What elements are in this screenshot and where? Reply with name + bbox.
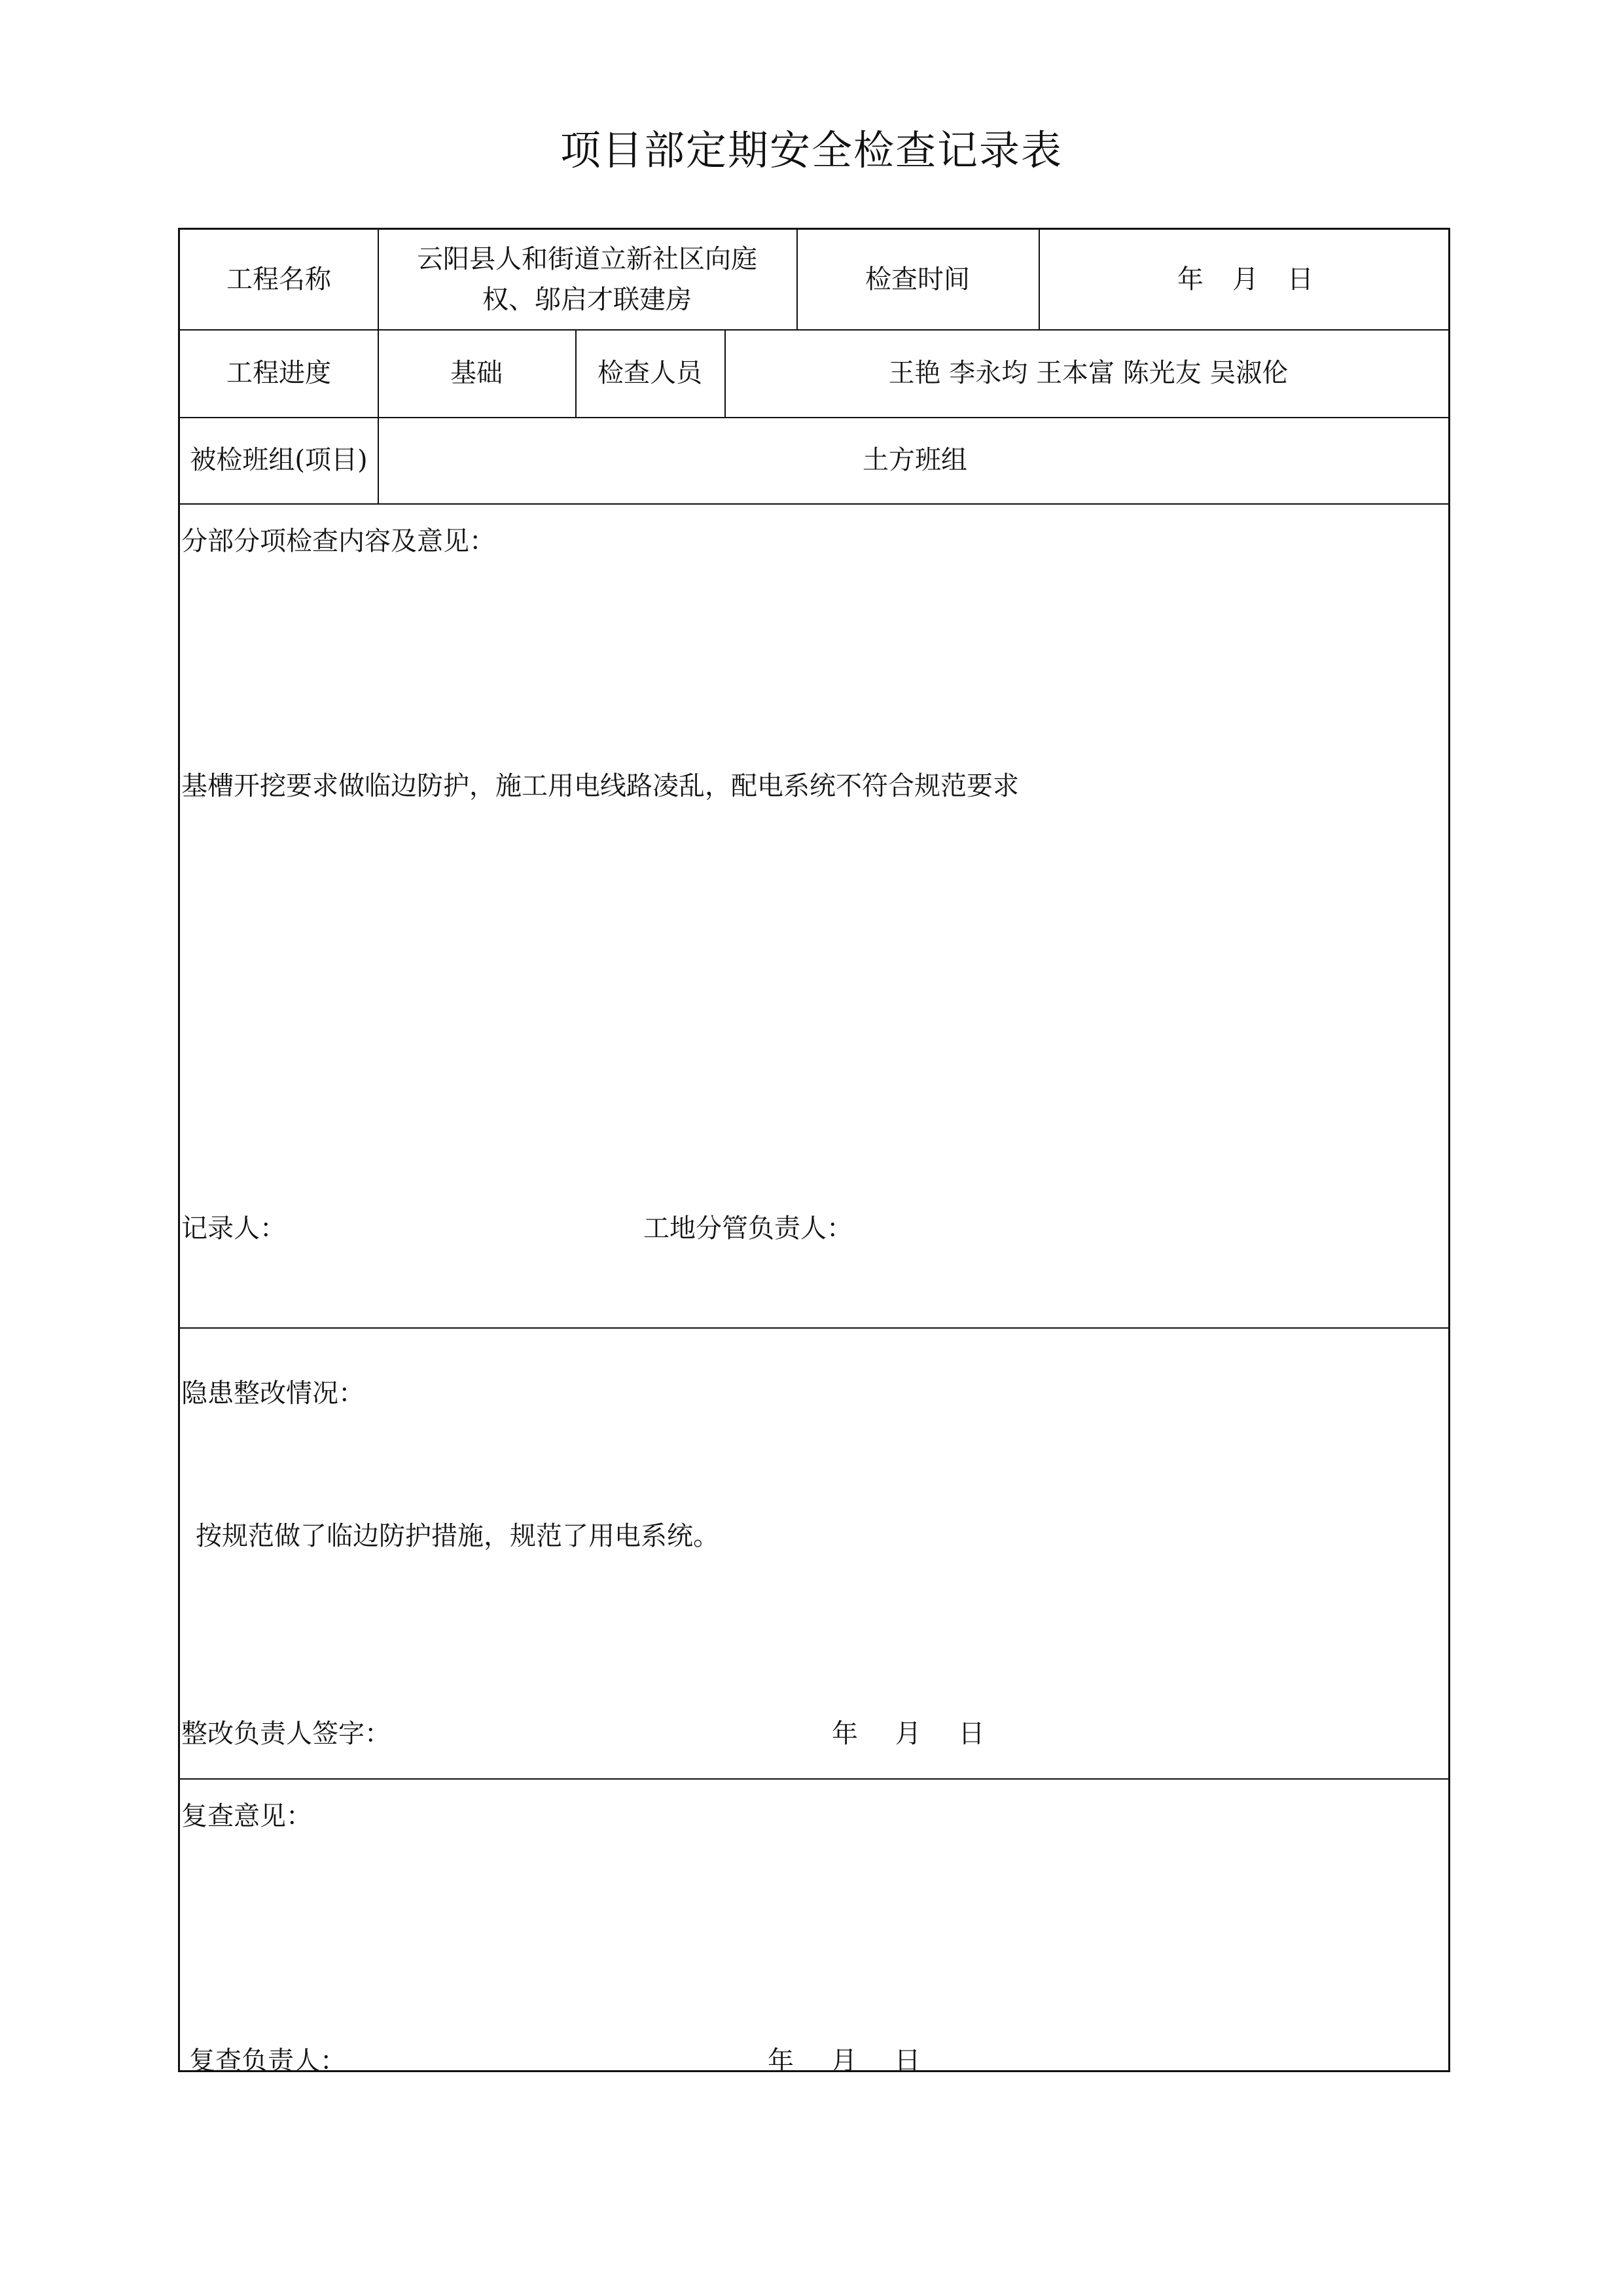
date-year: 年 — [832, 1719, 858, 1749]
rectification-date — [832, 1713, 984, 1750]
project-name-label: 工程名称 — [226, 264, 331, 295]
section-divider — [180, 1778, 1448, 1780]
date-year: 年 — [1177, 264, 1204, 295]
rectification-content: 按规范做了临边防护措施，规范了用电系统。 — [196, 1521, 719, 1551]
inspection-record-table — [178, 228, 1450, 2076]
project-name-value: 云阳县人和街道立新社区向庭权、邬启才联建房 — [417, 244, 757, 315]
date-day: 日 — [958, 1719, 985, 1749]
date-year: 年 — [768, 2046, 794, 2076]
date-month: 月 — [830, 2046, 857, 2076]
inspection-time-label: 检查时间 — [865, 264, 970, 295]
inspectors-value: 王艳 李永均 王本富 陈光友 吴淑伦 — [888, 358, 1289, 388]
date-day: 日 — [894, 2046, 921, 2076]
review-date — [768, 2040, 920, 2077]
page-title: 项目部定期安全检查记录表 — [560, 126, 1063, 174]
date-month: 月 — [895, 1719, 921, 1749]
date-month: 月 — [1232, 264, 1258, 295]
section-divider — [180, 1327, 1448, 1329]
recorder-label: 记录人： — [181, 1213, 286, 1244]
reviewer-label: 复查负责人： — [189, 2046, 346, 2076]
inspection-heading: 分部分项检查内容及意见： — [181, 526, 495, 556]
rectification-heading: 隐患整改情况： — [181, 1378, 365, 1408]
row-divider — [180, 503, 1448, 505]
review-heading: 复查意见： — [181, 1801, 312, 1831]
progress-value: 基础 — [450, 358, 503, 388]
team-label: 被检班组(项目) — [190, 445, 368, 475]
inspectors-label: 检查人员 — [597, 358, 702, 388]
progress-label: 工程进度 — [226, 358, 331, 388]
site-manager-label: 工地分管负责人： — [643, 1213, 853, 1244]
rectification-signature-label: 整改负责人签字： — [181, 1719, 391, 1749]
team-value: 土方班组 — [863, 445, 967, 475]
inspection-content: 基槽开挖要求做临边防护，施工用电线路凌乱，配电系统不符合规范要求 — [181, 771, 1019, 801]
date-day: 日 — [1287, 264, 1313, 295]
inspection-time-value — [1039, 230, 1452, 329]
